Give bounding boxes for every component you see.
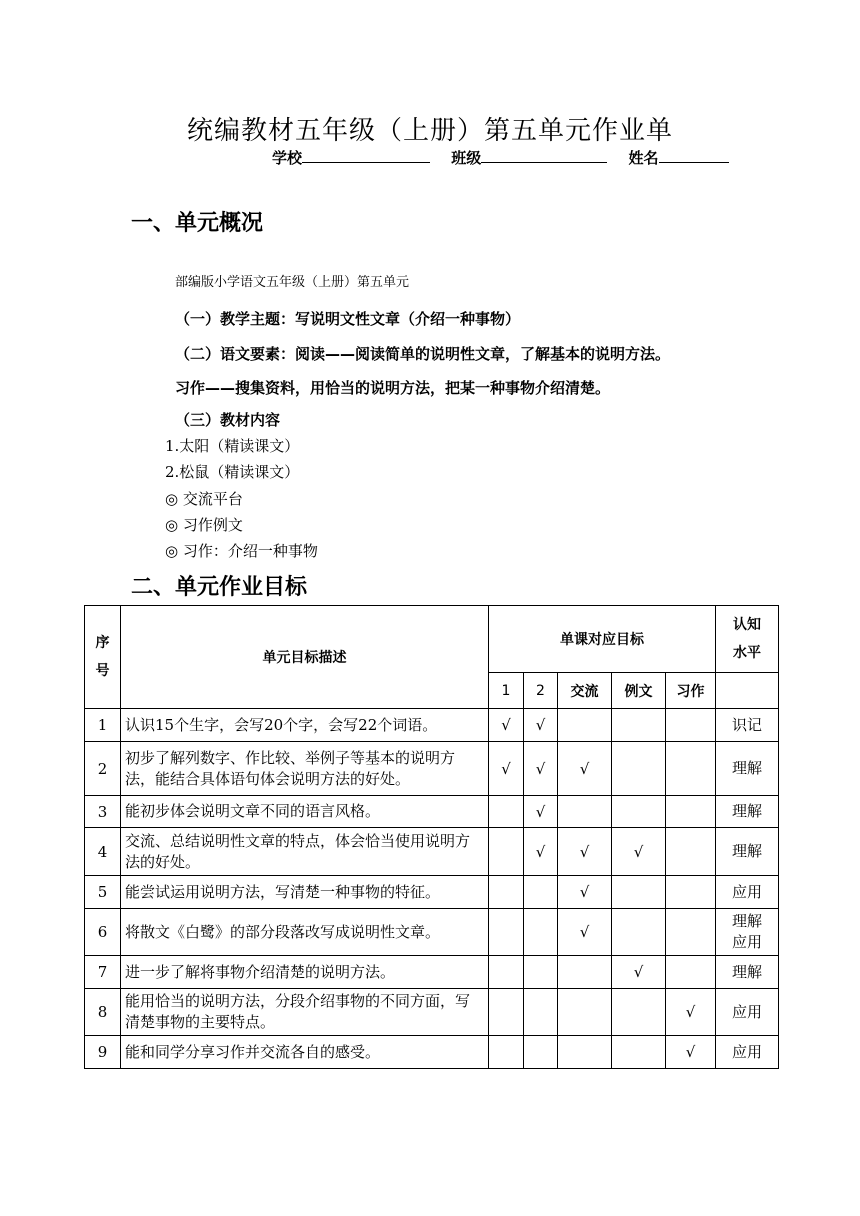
lesson-check-cell: [489, 828, 524, 876]
lesson-check-cell: [558, 709, 612, 742]
name-label: 姓名: [628, 149, 659, 167]
lesson-check-cell: [524, 1036, 558, 1069]
unit-intro: 部编版小学语文五年级（上册）第五单元: [175, 275, 410, 290]
lesson-check-cell: [558, 742, 612, 796]
name-field[interactable]: [659, 148, 729, 163]
cognitive-level: 应用: [716, 1036, 779, 1069]
cognitive-level: 理解应用: [716, 909, 779, 956]
goal-description: 交流、总结说明性文章的特点，体会恰当使用说明方法的好处。: [121, 828, 489, 876]
row-number: 8: [85, 989, 121, 1036]
student-info-line: [272, 147, 729, 168]
lesson-check-cell: [612, 796, 666, 828]
check-mark-icon: √: [579, 883, 590, 901]
cognitive-level: 理解: [716, 956, 779, 989]
row-number: 7: [85, 956, 121, 989]
check-mark-icon: √: [633, 963, 644, 981]
sub-col-header: 例文: [612, 673, 666, 709]
lesson-check-cell: [489, 876, 524, 909]
table-row: [85, 876, 779, 909]
table-row: [85, 709, 779, 742]
lesson-check-cell: [612, 709, 666, 742]
lesson-check-cell: [489, 1036, 524, 1069]
language-elements: （二）语文要素：阅读——阅读简单的说明性文章，了解基本的说明方法。: [175, 345, 671, 363]
lesson-check-cell: [612, 909, 666, 956]
table-row: [85, 742, 779, 796]
goals-table: [84, 605, 779, 1069]
check-mark-icon: √: [501, 759, 511, 778]
teaching-theme: （一）教学主题：写说明文性文章（介绍一种事物）: [175, 310, 521, 328]
school-field[interactable]: [302, 148, 430, 163]
check-mark-icon: √: [579, 842, 590, 861]
content-item: ◎ 习作：介绍一种事物: [165, 542, 318, 560]
check-mark-icon: √: [685, 1043, 696, 1061]
lesson-check-cell: [666, 709, 716, 742]
section2-heading: 二、单元作业目标: [131, 575, 308, 600]
lesson-check-cell: [489, 909, 524, 956]
goal-description: 能初步体会说明文章不同的语言风格。: [121, 796, 489, 828]
goal-description: 初步了解列数字、作比较、举例子等基本的说明方法，能结合具体语句体会说明方法的好处。: [121, 742, 489, 796]
lesson-check-cell: [666, 989, 716, 1036]
lesson-check-cell: [558, 989, 612, 1036]
table-row: [85, 828, 779, 876]
cognitive-level: 应用: [716, 876, 779, 909]
lesson-check-cell: [489, 742, 524, 796]
table-row: [85, 956, 779, 989]
goals-table-body: [85, 709, 779, 1069]
row-number: 4: [85, 828, 121, 876]
page-title: 统编教材五年级（上册）第五单元作业单: [186, 116, 673, 146]
content-heading: （三）教材内容: [175, 411, 281, 429]
lesson-check-cell: [666, 876, 716, 909]
goal-description: 能和同学分享习作并交流各自的感受。: [121, 1036, 489, 1069]
lesson-check-cell: [666, 1036, 716, 1069]
col-header-lesson: 单课对应目标: [489, 606, 716, 673]
row-number: 9: [85, 1036, 121, 1069]
lesson-check-cell: [666, 956, 716, 989]
table-row: [85, 909, 779, 956]
col-header-level: 认知水平: [716, 606, 779, 673]
content-item: 1.太阳（精读课文）: [165, 437, 300, 455]
goal-description: 能用恰当的说明方法，分段介绍事物的不同方面，写清楚事物的主要特点。: [121, 989, 489, 1036]
lesson-check-cell: [524, 989, 558, 1036]
lesson-check-cell: [558, 909, 612, 956]
lesson-check-cell: [489, 709, 524, 742]
lesson-check-cell: [524, 876, 558, 909]
lesson-check-cell: [524, 956, 558, 989]
col-header-no: 序号: [85, 606, 121, 709]
row-number: 5: [85, 876, 121, 909]
check-mark-icon: √: [633, 842, 644, 861]
table-row: [85, 1036, 779, 1069]
row-number: 2: [85, 742, 121, 796]
lesson-check-cell: [524, 909, 558, 956]
check-mark-icon: √: [535, 802, 546, 821]
section1-heading: 一、单元概况: [131, 211, 264, 236]
lesson-check-cell: [558, 1036, 612, 1069]
empty-cell: [716, 673, 779, 709]
content-item: 2.松鼠（精读课文）: [165, 463, 300, 481]
lesson-check-cell: [489, 989, 524, 1036]
cognitive-level: 理解: [716, 742, 779, 796]
check-mark-icon: √: [535, 842, 546, 861]
lesson-check-cell: [524, 796, 558, 828]
lesson-check-cell: [524, 709, 558, 742]
school-label: 学校: [272, 149, 303, 167]
lesson-check-cell: [489, 956, 524, 989]
check-mark-icon: √: [579, 923, 590, 941]
table-row: [85, 989, 779, 1036]
lesson-check-cell: [666, 828, 716, 876]
goal-description: 能尝试运用说明方法，写清楚一种事物的特征。: [121, 876, 489, 909]
check-mark-icon: √: [685, 1003, 696, 1021]
lesson-check-cell: [666, 742, 716, 796]
check-mark-icon: √: [535, 759, 546, 778]
table-row: [85, 796, 779, 828]
goal-description: 进一步了解将事物介绍清楚的说明方法。: [121, 956, 489, 989]
lesson-check-cell: [612, 876, 666, 909]
check-mark-icon: √: [501, 716, 511, 734]
goal-description: 将散文《白鹭》的部分段落改写成说明性文章。: [121, 909, 489, 956]
sub-col-header: 2: [524, 673, 558, 709]
lesson-check-cell: [558, 876, 612, 909]
lesson-check-cell: [612, 989, 666, 1036]
col-header-desc: 单元目标描述: [121, 606, 489, 709]
lesson-check-cell: [612, 828, 666, 876]
check-mark-icon: √: [579, 759, 590, 778]
cognitive-level: 识记: [716, 709, 779, 742]
lesson-check-cell: [524, 828, 558, 876]
lesson-check-cell: [489, 796, 524, 828]
lesson-check-cell: [612, 1036, 666, 1069]
sub-col-header: 交流: [558, 673, 612, 709]
lesson-check-cell: [666, 796, 716, 828]
content-item: ◎ 习作例文: [165, 516, 243, 534]
lesson-check-cell: [524, 742, 558, 796]
class-field[interactable]: [481, 148, 607, 163]
lesson-check-cell: [612, 956, 666, 989]
row-number: 6: [85, 909, 121, 956]
cognitive-level: 应用: [716, 989, 779, 1036]
content-item: ◎ 交流平台: [165, 490, 243, 508]
cognitive-level: 理解: [716, 828, 779, 876]
class-label: 班级: [451, 149, 482, 167]
lesson-check-cell: [558, 956, 612, 989]
lesson-check-cell: [612, 742, 666, 796]
lesson-check-cell: [666, 909, 716, 956]
row-number: 1: [85, 709, 121, 742]
cognitive-level: 理解: [716, 796, 779, 828]
language-elements-writing: 习作——搜集资料，用恰当的说明方法，把某一种事物介绍清楚。: [175, 379, 611, 397]
sub-col-header: 1: [489, 673, 524, 709]
lesson-check-cell: [558, 828, 612, 876]
lesson-check-cell: [558, 796, 612, 828]
goal-description: 认识15个生字，会写20个字，会写22个词语。: [121, 709, 489, 742]
check-mark-icon: √: [535, 716, 546, 734]
row-number: 3: [85, 796, 121, 828]
sub-col-header: 习作: [666, 673, 716, 709]
